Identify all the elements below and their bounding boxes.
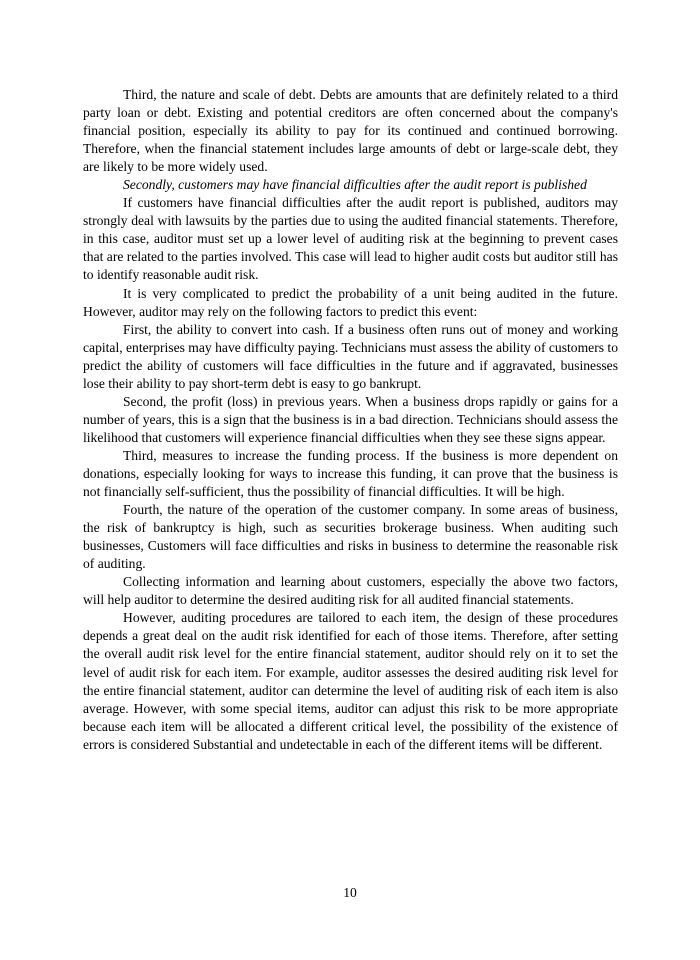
paragraph-lawsuits: If customers have financial difficulties after the audit report is published, auditors may strongly deal with lawsuits by the parties due to using the audited financial statements. Therefore, in this case, auditor must set up a lower level of auditing risk at the beginning to prevent cases that are related to the parties involved. This case will lead to higher audit costs but auditor still has to identify reasonable audit risk. [83, 195, 618, 283]
paragraph-collecting-information: Collecting information and learning about customers, especially the above two factors, will help auditor to determine the desired auditing risk for all audited financial statements. [83, 574, 618, 608]
paragraph-funding-measures: Third, measures to increase the funding process. If the business is more dependent on donations, especially looking for ways to increase this funding, it can prove that the business is not financially self-sufficient, thus the possibility of financial difficulties. It will be high. [83, 447, 618, 500]
paragraph-convert-to-cash: First, the ability to convert into cash. If a business often runs out of money and working capital, enterprises may have difficulty paying. Technicians must assess the ability of customers to predict the ability of customers will face difficulties in the future and if aggravated, businesses lose their ability to pay short-term debt is easy to go bankrupt. [83, 321, 618, 391]
paragraph-profit-loss: Second, the profit (loss) in previous years. When a business drops rapidly or gains for a number of years, this is a sign that the business is in a bad direction. Technicians should assess the likelihood that customers will experience financial difficulties when they see these signs appear. [83, 393, 618, 445]
document-body [83, 86, 618, 754]
paragraph-debt-nature: Third, the nature and scale of debt. Debts are amounts that are definitely related to a third party loan or debt. Existing and potential creditors are often concerned about the company's financial position, especially its ability to pay for its continued and continued borrowing. Therefore, when the financial statement includes large amounts of debt or large-scale debt, they are likely to be more widely used. [83, 87, 618, 175]
paragraph-prediction-factors: It is very complicated to predict the probability of a unit being audited in the future. However, auditor may rely on the following factors to predict this event: [83, 285, 618, 319]
paragraph-auditing-procedures: However, auditing procedures are tailored to each item, the design of these procedures depends a great deal on the audit risk identified for each of those items. Therefore, after setting the overall audit risk level for the entire financial statement, auditor should rely on it to set the level of audit risk for each item. For example, auditor assesses the desired auditing risk level for the entire financial statement, auditor can determine the level of auditing risk of each item is also average. However, with some special items, auditor can adjust this risk to be more appropriate because each item will be allocated a different critical level, the possibility of the existence of errors is considered Substantial and undetectable in each of the different items will be different. [83, 610, 618, 752]
paragraph-operation-nature: Fourth, the nature of the operation of the customer company. In some areas of business, the risk of bankruptcy is high, such as securities brokerage business. When auditing such businesses, Customers will face difficulties and risks in business to determine the reasonable risk of auditing. [83, 502, 618, 572]
section-heading-financial-difficulties: Secondly, customers may have financial difficulties after the audit report is published [123, 177, 587, 193]
page-number: 10 [343, 885, 357, 900]
